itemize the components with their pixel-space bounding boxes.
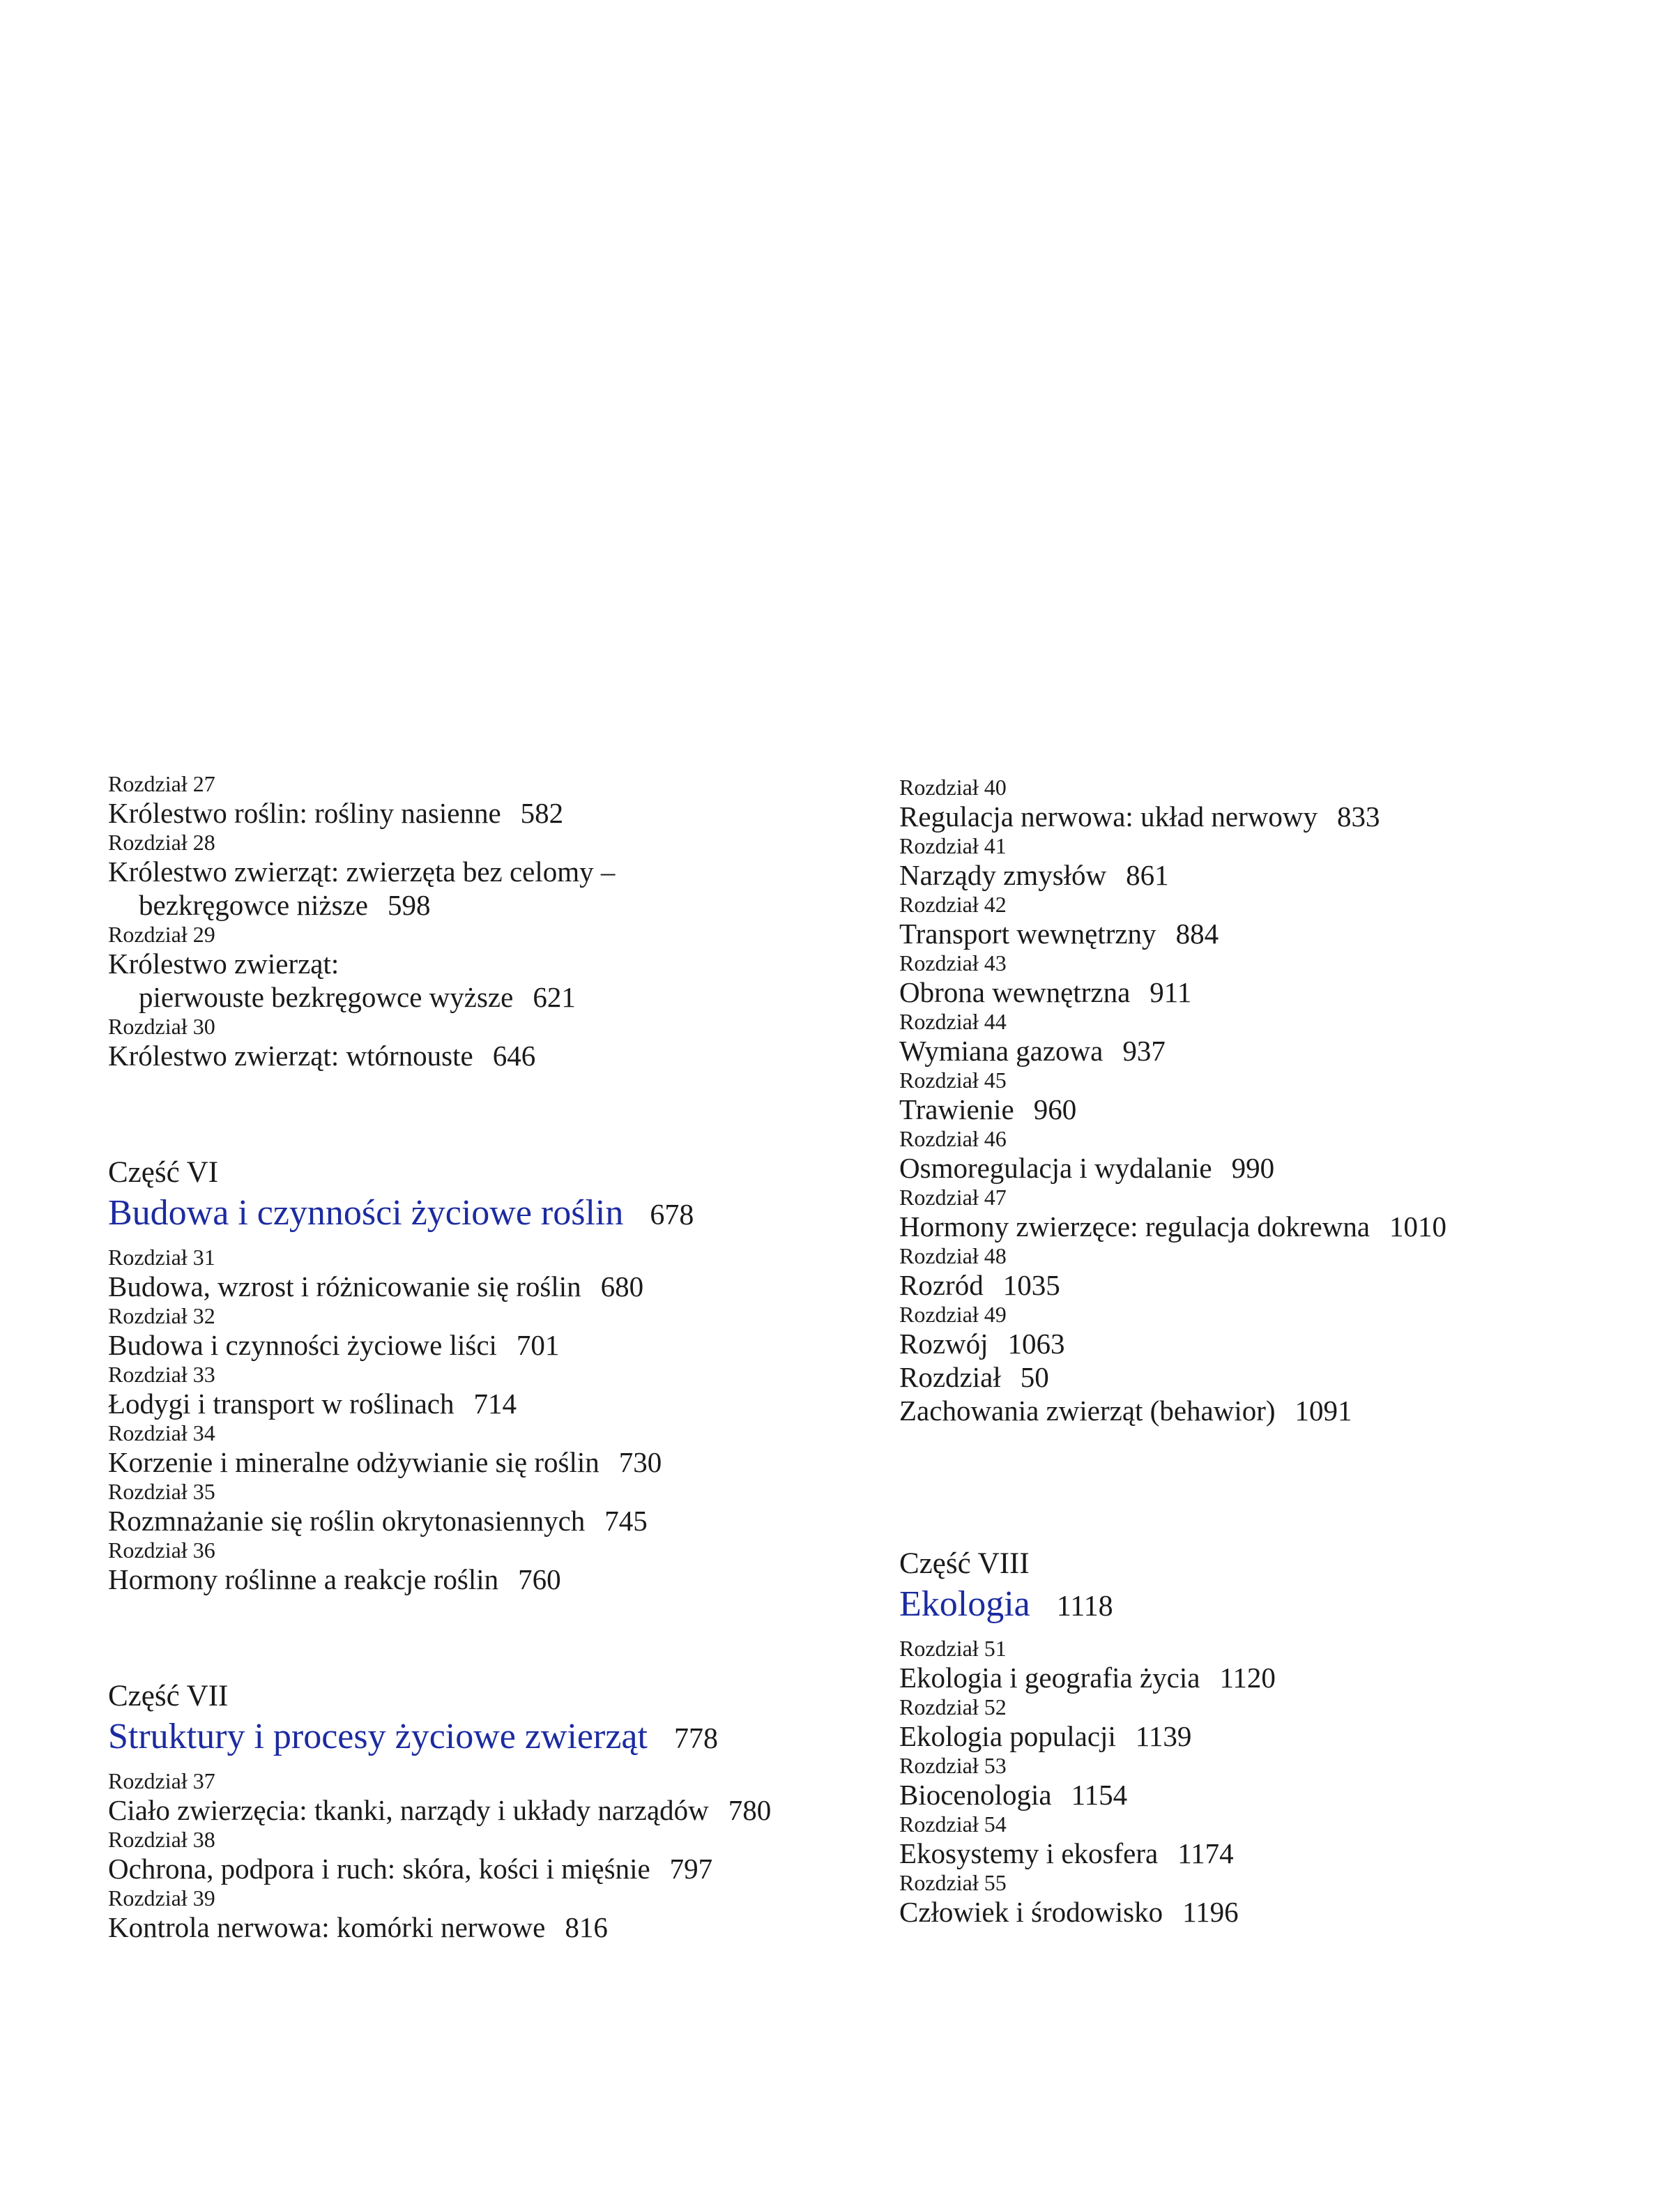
page-number: 1035: [1002, 1269, 1060, 1301]
page-number: 1010: [1389, 1210, 1447, 1243]
page-number: 1118: [1056, 1590, 1113, 1623]
chapter-title: Królestwo roślin: rośliny nasienne 582: [108, 797, 564, 829]
chapter-label: Rozdział 48: [899, 1243, 1007, 1268]
toc-entry-37[interactable]: [108, 1768, 847, 1827]
toc-entry-36[interactable]: [108, 1537, 847, 1596]
page-number: 1063: [1007, 1328, 1065, 1360]
page-number: 1174: [1177, 1837, 1234, 1869]
toc-entry-48[interactable]: [899, 1243, 1638, 1302]
chapter-title: Zachowania zwierząt (behawior) 1091: [899, 1395, 1352, 1427]
chapter-label: Rozdział 44: [899, 1009, 1007, 1034]
part-viii: [899, 1546, 1638, 1929]
chapter-title: Rozwój 1063: [899, 1328, 1065, 1360]
chapter-number: 50: [1020, 1361, 1049, 1393]
page-number: 730: [618, 1446, 662, 1478]
page-number: 778: [673, 1723, 718, 1755]
chapter-label: Rozdział 49: [899, 1302, 1007, 1327]
page-number: 833: [1337, 800, 1380, 833]
page-number: 745: [604, 1505, 648, 1537]
chapter-label: Rozdział 42: [899, 892, 1007, 917]
part-label: Część VIII: [899, 1547, 1030, 1580]
toc-right-column: [899, 775, 1638, 1929]
chapter-label: Rozdział 36: [108, 1537, 215, 1563]
toc-entry-30[interactable]: [108, 1014, 847, 1072]
chapter-label: Rozdział 28: [108, 830, 215, 855]
page-number: 621: [533, 981, 576, 1013]
toc-entry-39[interactable]: [108, 1885, 847, 1944]
chapter-label: Rozdział 37: [108, 1768, 215, 1793]
toc-entry-38[interactable]: [108, 1827, 847, 1885]
chapter-title: Rozród 1035: [899, 1269, 1060, 1301]
page-number: 960: [1033, 1093, 1077, 1125]
page-number: 1196: [1182, 1896, 1239, 1928]
chapter-label: Rozdział 38: [108, 1827, 215, 1852]
chapter-label: Rozdział 52: [899, 1694, 1007, 1719]
part-title: Struktury i procesy życiowe zwierząt: [108, 1717, 648, 1756]
chapter-title: Człowiek i środowisko 1196: [899, 1896, 1239, 1928]
chapter-label: Rozdział 45: [899, 1068, 1007, 1093]
chapter-title: Korzenie i mineralne odżywianie się roślin 730: [108, 1446, 662, 1478]
part-heading[interactable]: [108, 1715, 847, 1761]
page-number: 1091: [1295, 1395, 1352, 1427]
part-vi: [108, 1155, 847, 1596]
toc-entry-53[interactable]: [899, 1753, 1638, 1812]
toc-entry-50[interactable]: [899, 1360, 1638, 1427]
page-number: 598: [387, 889, 431, 921]
chapter-title: Królestwo zwierząt: pierwouste bezkręgowce wyższe 621: [108, 948, 576, 1013]
chapter-label: Rozdział 43: [899, 950, 1007, 975]
toc-entry-28[interactable]: [108, 830, 847, 922]
chapter-label: Rozdział 34: [108, 1420, 215, 1445]
chapter-title: Budowa, wzrost i różnicowanie się roślin 680: [108, 1270, 644, 1302]
page-number: 701: [516, 1329, 560, 1361]
chapter-title: Ochrona, podpora i ruch: skóra, kości i mięśnie 797: [108, 1853, 713, 1885]
chapter-label: Rozdział 54: [899, 1812, 1007, 1837]
chapter-title: Łodygi i transport w roślinach 714: [108, 1388, 517, 1420]
page-number: 760: [518, 1563, 561, 1595]
chapter-title: Królestwo zwierząt: zwierzęta bez celomy – bezkręgowce niższe 598: [108, 856, 616, 921]
toc-entry-52[interactable]: [899, 1694, 1638, 1753]
toc-entry-31[interactable]: [108, 1245, 847, 1303]
toc-entry-54[interactable]: [899, 1812, 1638, 1870]
toc-entry-40[interactable]: [899, 775, 1638, 833]
toc-entry-33[interactable]: [108, 1362, 847, 1420]
toc-entry-27[interactable]: [108, 771, 847, 830]
chapter-label: Rozdział 35: [108, 1479, 215, 1504]
chapter-label: Rozdział 46: [899, 1126, 1007, 1151]
toc-entry-44[interactable]: [899, 1009, 1638, 1068]
chapter-label: Rozdział 31: [108, 1245, 215, 1270]
chapter-label: Rozdział 40: [899, 775, 1007, 800]
part-title: Budowa i czynności życiowe roślin: [108, 1193, 624, 1233]
toc-entry-32[interactable]: [108, 1303, 847, 1362]
toc-entry-45[interactable]: [899, 1068, 1638, 1126]
page-number: 680: [600, 1270, 644, 1302]
toc-entry-29[interactable]: [108, 922, 847, 1014]
part-heading[interactable]: [899, 1582, 1638, 1629]
toc-entry-49[interactable]: [899, 1302, 1638, 1360]
page-number: 861: [1126, 859, 1169, 891]
page-number: 990: [1231, 1152, 1275, 1184]
chapter-title: Regulacja nerwowa: układ nerwowy 833: [899, 800, 1380, 833]
toc-entry-42[interactable]: [899, 892, 1638, 950]
page-number: 1139: [1135, 1720, 1192, 1752]
chapter-title: Królestwo zwierząt: wtórnouste 646: [108, 1040, 536, 1072]
toc-left-column: [108, 771, 847, 1944]
chapter-title: Hormony zwierzęce: regulacja dokrewna 1010: [899, 1210, 1447, 1243]
page-number: 797: [669, 1853, 713, 1885]
toc-entry-43[interactable]: [899, 950, 1638, 1009]
chapter-heading: Rozdział 50: [899, 1361, 1049, 1393]
part-vii: [108, 1678, 847, 1944]
page-number: 646: [492, 1040, 536, 1072]
chapter-title: Hormony roślinne a reakcje roślin 760: [108, 1563, 561, 1595]
chapter-label: Rozdział 51: [899, 1636, 1007, 1661]
toc-entry-46[interactable]: [899, 1126, 1638, 1185]
page-number: 780: [728, 1794, 772, 1826]
chapter-label: Rozdział 53: [899, 1753, 1007, 1778]
chapter-title: Kontrola nerwowa: komórki nerwowe 816: [108, 1911, 608, 1943]
chapter-label: Rozdział 55: [899, 1870, 1007, 1895]
chapter-label: Rozdział 41: [899, 833, 1007, 858]
chapter-label: Rozdział 30: [108, 1014, 215, 1039]
chapter-title: Budowa i czynności życiowe liści 701: [108, 1329, 560, 1361]
chapter-label: Rozdział 27: [108, 771, 215, 796]
chapter-title: Ekologia populacji 1139: [899, 1720, 1192, 1752]
chapter-label: Rozdział 47: [899, 1185, 1007, 1210]
chapter-title: Ekosystemy i ekosfera 1174: [899, 1837, 1234, 1869]
chapter-title: Trawienie 960: [899, 1093, 1077, 1125]
page-number: 714: [473, 1388, 517, 1420]
chapter-title: Obrona wewnętrzna 911: [899, 976, 1192, 1008]
chapter-title: Ciało zwierzęcia: tkanki, narządy i układy narządów 780: [108, 1794, 772, 1826]
part-heading[interactable]: [108, 1191, 847, 1238]
toc-entry-41[interactable]: [899, 833, 1638, 892]
page-number: 582: [520, 797, 564, 829]
chapter-label: Rozdział 32: [108, 1303, 215, 1328]
page-number: 937: [1122, 1035, 1166, 1067]
page-number: 911: [1150, 976, 1192, 1008]
page-number: 678: [650, 1199, 694, 1231]
chapter-label: Rozdział 29: [108, 922, 215, 947]
chapter-title: Ekologia i geografia życia 1120: [899, 1662, 1276, 1694]
page-number: 884: [1175, 918, 1219, 950]
part-label: Część VI: [108, 1156, 219, 1189]
page-number: 1154: [1071, 1779, 1128, 1811]
page-number: 1120: [1219, 1662, 1276, 1694]
chapter-title: Osmoregulacja i wydalanie 990: [899, 1152, 1275, 1184]
chapter-label: Rozdział 39: [108, 1885, 215, 1911]
chapter-title: Narządy zmysłów 861: [899, 859, 1169, 891]
toc-entry-35[interactable]: [108, 1479, 847, 1537]
toc-entry-51[interactable]: [899, 1636, 1638, 1694]
part-label: Część VII: [108, 1680, 229, 1712]
chapter-title: Transport wewnętrzny 884: [899, 918, 1219, 950]
toc-entry-55[interactable]: [899, 1870, 1638, 1929]
chapter-title: Wymiana gazowa 937: [899, 1035, 1166, 1067]
part-title: Ekologia: [899, 1584, 1030, 1624]
chapter-title: Rozmnażanie się roślin okrytonasiennych 745: [108, 1505, 648, 1537]
chapter-label: Rozdział 33: [108, 1362, 215, 1387]
page-number: 816: [565, 1911, 608, 1943]
toc-entry-47[interactable]: [899, 1185, 1638, 1243]
toc-entry-34[interactable]: [108, 1420, 847, 1479]
chapter-title: Biocenologia 1154: [899, 1779, 1128, 1811]
